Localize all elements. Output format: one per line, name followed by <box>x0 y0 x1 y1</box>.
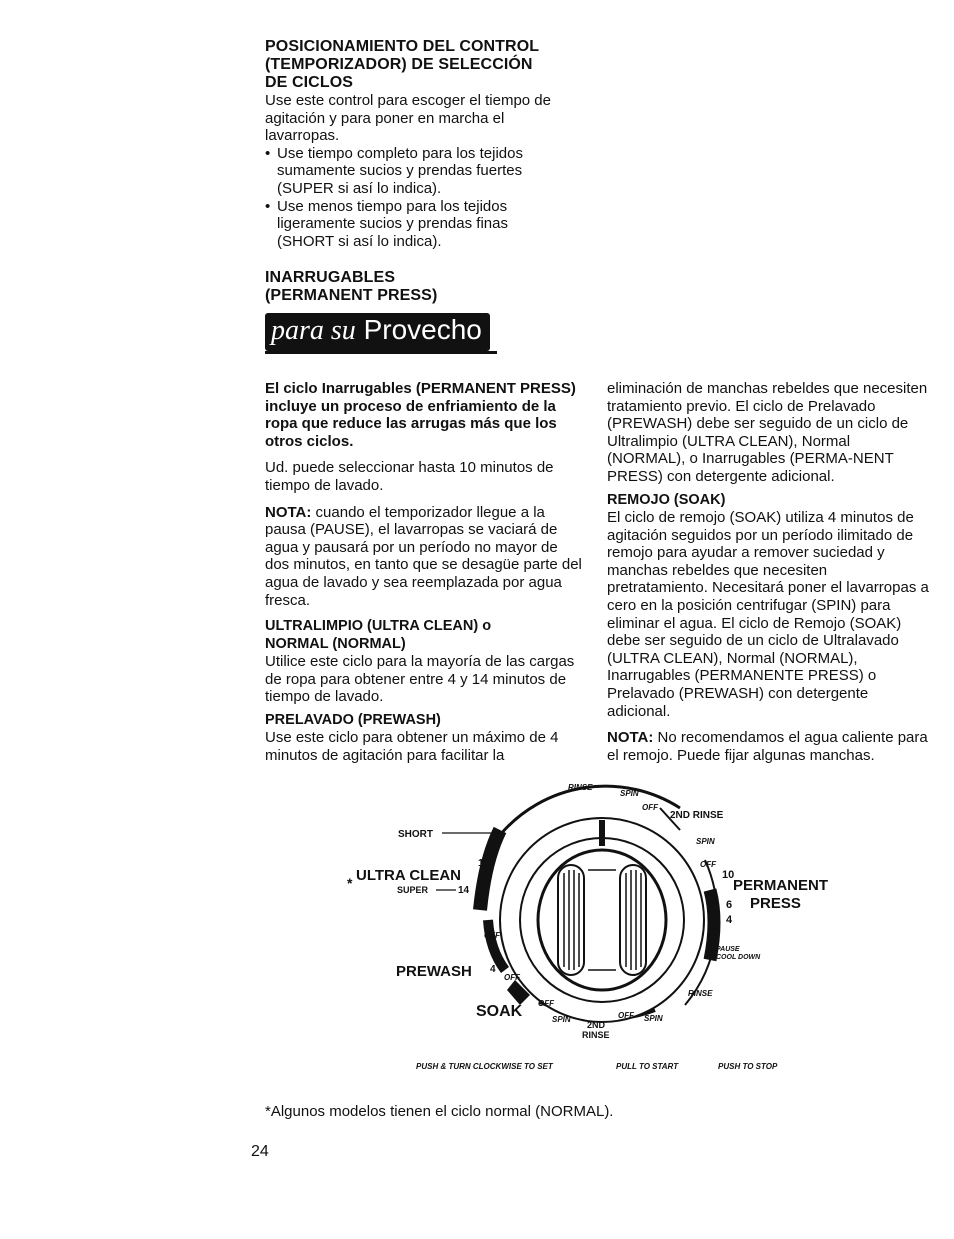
footnote: *Algunos modelos tienen el ciclo normal (NORMAL). <box>265 1103 614 1120</box>
label-rinse-bottom: RINSE <box>582 1030 610 1040</box>
label-spin-right: SPIN <box>696 837 715 846</box>
ultra-clean-heading-2: NORMAL (NORMAL) <box>265 635 406 652</box>
label-10-left: 10 <box>478 858 490 869</box>
label-spin-top: SPIN <box>620 789 639 798</box>
banner-underline <box>265 351 497 354</box>
label-push-stop: PUSH TO STOP <box>718 1062 778 1071</box>
ultra-clean-text: Utilice este ciclo para la mayoría de las cargas de ropa para obtener entre 4 y 14 minutos de tiempo de lavado. <box>265 653 575 706</box>
ultra-clean-heading-1: ULTRALIMPIO (ULTRA CLEAN) o <box>265 618 492 635</box>
label-soak: SOAK <box>476 1003 523 1020</box>
permanent-press-lead: El ciclo Inarrugables (PERMANENT PRESS) incluye un proceso de enfriamiento de la ropa que reduce las arrugas más que los otros ciclos. <box>265 380 576 450</box>
prewash-text: Use este ciclo para obtener un máximo de 4 minutos de agitación para facilitar la <box>265 729 559 764</box>
label-rinse-top: RINSE <box>568 783 593 792</box>
permanent-press-segment <box>710 890 714 960</box>
label-4-left: 4 <box>490 964 496 975</box>
permanent-press-heading <box>265 269 565 305</box>
permanent-press-heading-line-2: (PERMANENT PRESS) <box>265 287 438 305</box>
label-permanent: PERMANENT <box>733 877 829 894</box>
label-ultra-clean: ULTRA CLEAN <box>356 867 461 884</box>
label-2nd-bottom: 2ND <box>587 1020 606 1030</box>
page-number: 24 <box>251 1143 269 1160</box>
label-off-soak: OFF <box>538 999 554 1008</box>
ultra-clean-segment <box>480 830 500 910</box>
label-pause: PAUSE <box>716 946 740 953</box>
label-prewash: PREWASH <box>396 963 472 980</box>
section-intro: Use este control para escoger el tiempo de agitación y para poner en marcha el lavarropas. <box>265 92 551 145</box>
knob-grip-right <box>620 865 646 975</box>
wash-time-paragraph: Ud. puede seleccionar hasta 10 minutos de tiempo de lavado. <box>265 459 554 494</box>
soak-heading: REMOJO (SOAK) <box>607 491 726 508</box>
prewash-heading: PRELAVADO (PREWASH) <box>265 711 441 728</box>
banner-word: Provecho <box>363 314 482 346</box>
para-su-provecho-banner <box>265 313 490 351</box>
label-10-right: 10 <box>722 869 735 881</box>
soak-note <box>607 729 932 764</box>
label-off-left: OFF <box>484 931 500 940</box>
label-2nd-rinse-top: 2ND RINSE <box>670 810 724 821</box>
note-label: NOTA: <box>607 729 654 747</box>
label-off-right: OFF <box>700 860 716 869</box>
note-label: NOTA: <box>265 503 312 521</box>
label-6-left: 6 <box>494 829 500 840</box>
label-4-right: 4 <box>726 914 733 926</box>
cycle-dial-illustration <box>340 770 829 1075</box>
label-super: SUPER <box>397 885 429 895</box>
cycle-control-section <box>265 38 565 354</box>
dial-pointer <box>599 820 605 846</box>
label-press: PRESS <box>750 895 801 912</box>
permanent-press-heading-line-1: INARRUGABLES <box>265 269 396 287</box>
section-heading-line-2: (TEMPORIZADOR) DE SELECCIÓN <box>265 56 533 73</box>
label-rinse-right: RINSE <box>688 989 713 998</box>
note-text: cuando el temporizador llegue a la pausa (PAUSE), el lavarropas se vaciará de agua y pausará por un período no mayor de dos minutos, en tanto que se desagüe parte del agua de lavado y sea reemplazada por agua fresca. <box>265 503 582 609</box>
right-column <box>607 380 932 764</box>
tip-less-time: • Use menos tiempo para los tejidos ligeramente sucios y prendas finas (SHORT si así lo indica). <box>265 198 565 251</box>
left-column <box>265 380 585 765</box>
label-6-right: 6 <box>726 899 733 911</box>
note-text: No recomendamos el agua caliente para el remojo. Puede fijar algunas manchas. <box>607 729 928 764</box>
label-spin-bottom-left: SPIN <box>552 1015 571 1024</box>
label-off-prewash: OFF <box>504 973 520 982</box>
label-short: SHORT <box>398 829 433 840</box>
dial-svg <box>340 770 829 1075</box>
soak-text: El ciclo de remojo (SOAK) utiliza 4 minutos de agitación seguidos por un período ilimitado de remojo para ayudar a remover suciedad y manchas rebeldes que necesiten pretratamiento. Necesitará poner el lavarropas a cero en la posición centrifugar (SPIN) para eliminar el agua. El ciclo de Remojo (SOAK) debe ser seguido de un ciclo de Ultralavado (ULTRA CLEAN), Normal (NORMAL), Inarrugables (PERMANENTE PRESS) o Prelavado (PREWASH) con detergente adicional. <box>607 509 929 720</box>
label-push-turn: PUSH & TURN CLOCKWISE TO SET <box>416 1062 553 1071</box>
pause-note <box>265 504 585 610</box>
banner-italic: para su <box>271 315 356 347</box>
label-spin-bottom-right: SPIN <box>644 1014 663 1023</box>
label-14: 14 <box>458 885 470 896</box>
tip-full-time: • Use tiempo completo para los tejidos sumamente sucios y prendas fuertes (SUPER si así lo indica). <box>265 145 565 198</box>
section-heading-line-3: DE CICLOS <box>265 74 354 91</box>
knob-grip-left <box>558 865 584 975</box>
tips-list <box>265 145 565 251</box>
label-off-top: OFF <box>642 803 658 812</box>
label-pull-start: PULL TO START <box>616 1062 679 1071</box>
section-heading-line-1: POSICIONAMIENTO DEL CONTROL <box>265 38 540 55</box>
label-off-bottom: OFF <box>618 1011 634 1020</box>
label-asterisk: * <box>347 875 353 891</box>
label-cool-down: COOL DOWN <box>716 954 761 961</box>
prewash-continued: eliminación de manchas rebeldes que necesiten tratamiento previo. El ciclo de Prelavado (PREWASH) debe ser seguido de un ciclo de Ultralimpio (ULTRA CLEAN), Normal (NORMAL), o Inarrugables (PERMA-NENT PRESS) con detergente adicional. <box>607 380 928 485</box>
